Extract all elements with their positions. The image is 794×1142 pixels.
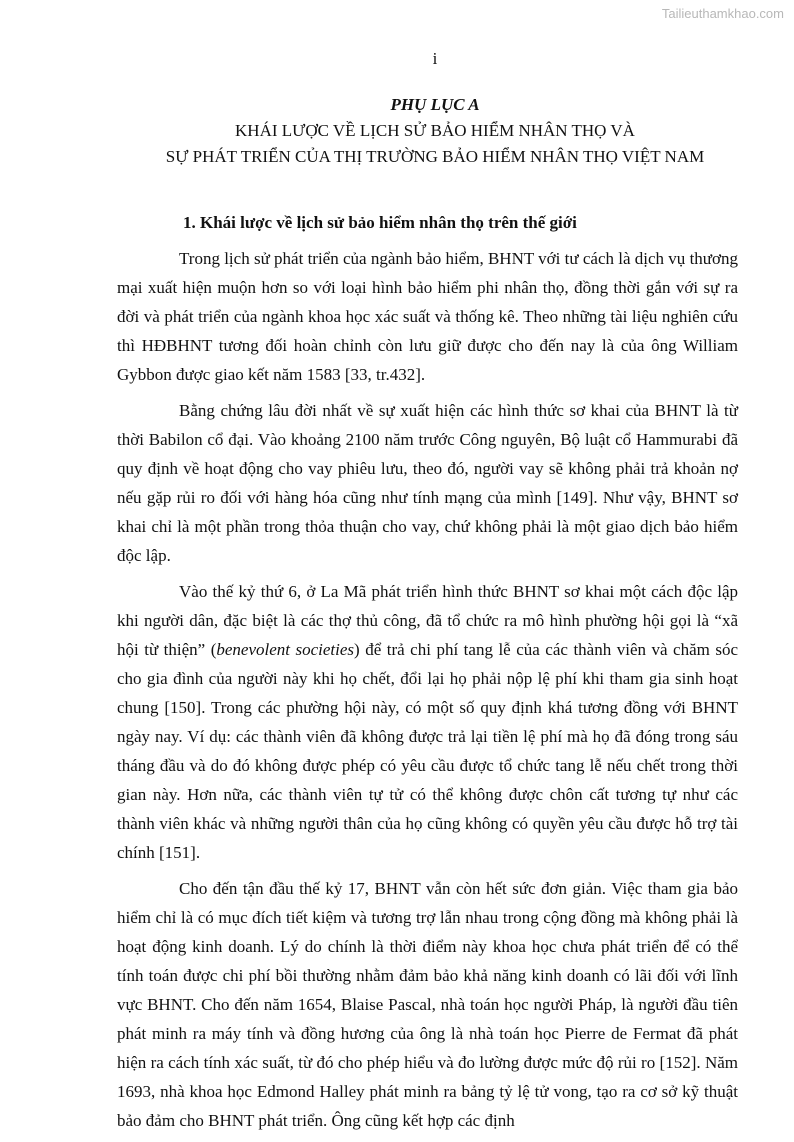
- italic-term: benevolent societies: [216, 640, 355, 659]
- paragraph: Cho đến tận đầu thế kỷ 17, BHNT vẫn còn hết sức đơn giản. Việc tham gia bảo hiểm chỉ là có mục đích tiết kiệm và tương trợ lẫn nhau trong cộng đồng mà không phải là hoạt động kinh doanh. Lý do chính là thời điểm này khoa học chưa phát triển để có thể tính toán được chi phí bồi thường nhằm đảm bảo khả năng kinh doanh có lãi đối với lĩnh vực BHNT. Cho đến năm 1654, Blaise Pascal, nhà toán học người Pháp, là người đầu tiên phát minh ra máy tính và đồng hương của ông là nhà toán học Pierre de Fermat đã phát hiện ra cách tính xác suất, từ đó cho phép hiểu và đo lường được mức độ rủi ro [152]. Năm 1693, nhà khoa học Edmond Halley phát minh ra bảng tỷ lệ tử vong, tạo ra cơ sở kỹ thuật bảo đảm cho BHNT phát triển. Ông cũng kết hợp các định: [117, 879, 738, 1130]
- paragraph: Bằng chứng lâu đời nhất về sự xuất hiện các hình thức sơ khai của BHNT là từ thời Babilon cổ đại. Vào khoảng 2100 năm trước Công nguyên, Bộ luật cổ Hammurabi đã quy định về hoạt động cho vay phiêu lưu, theo đó, người vay sẽ không phải trả khoản nợ nếu gặp rủi ro đối với hàng hóa cũng như tính mạng của mình [149]. Như vậy, BHNT sơ khai chỉ là một phần trong thỏa thuận cho vay, chứ không phải là một giao dịch bảo hiểm độc lập.: [117, 401, 738, 565]
- paragraph-text: Vào thế kỷ thứ 6, ở La Mã phát triển hình thức BHNT sơ khai một cách độc lập khi người dân, đặc biệt là các thợ thủ công, đã tổ chức ra mô hình phường hội gọi là “xã hội từ thiện” (: [117, 582, 738, 659]
- appendix-heading: [0, 92, 794, 170]
- appendix-label: PHỤ LỤC A: [390, 95, 480, 114]
- appendix-title-line-1: KHÁI LƯỢC VỀ LỊCH SỬ BẢO HIỂM NHÂN THỌ VÀ: [235, 121, 635, 140]
- body-text: [117, 244, 738, 1142]
- page-number: i: [432, 49, 438, 68]
- section-title: 1. Khái lược về lịch sử bảo hiểm nhân thọ trên thế giới: [183, 213, 577, 232]
- paragraph-text: ) để trả chi phí tang lễ của các thành viên và chăm sóc cho gia đình của người này khi họ chết, đổi lại họ phải nộp lệ phí khi tham gia sinh hoạt chung [150]. Trong các phường hội này, có một số quy định khá tương đồng với BHNT ngày nay. Ví dụ: các thành viên đã không được trả lại tiền lệ phí mà họ đã đóng trong sáu tháng đầu và do đó không được phép có yêu cầu được tổ chức tang lễ nếu chết trong thời gian này. Hơn nữa, các thành viên tự tử có thể không được chôn cất tương tự như các thành viên khác và những người thân của họ cũng không có quyền yêu cầu được hỗ trợ tài chính [151].: [117, 640, 739, 862]
- appendix-title-line-2: SỰ PHÁT TRIỂN CỦA THỊ TRƯỜNG BẢO HIỂM NHÂN THỌ VIỆT NAM: [165, 147, 705, 166]
- paragraph: [117, 577, 738, 867]
- watermark-text: Tailieuthamkhao.com: [661, 6, 784, 21]
- paragraph: Trong lịch sử phát triển của ngành bảo hiểm, BHNT với tư cách là dịch vụ thương mại xuất hiện muộn hơn so với loại hình bảo hiểm phi nhân thọ, đồng thời gắn với sự ra đời và phát triển của ngành khoa học xác suất và thống kê. Theo những tài liệu nghiên cứu thì HĐBHNT tương đối hoàn chỉnh còn lưu giữ được cho đến nay là của ông William Gybbon được giao kết năm 1583 [33, tr.432].: [117, 249, 738, 384]
